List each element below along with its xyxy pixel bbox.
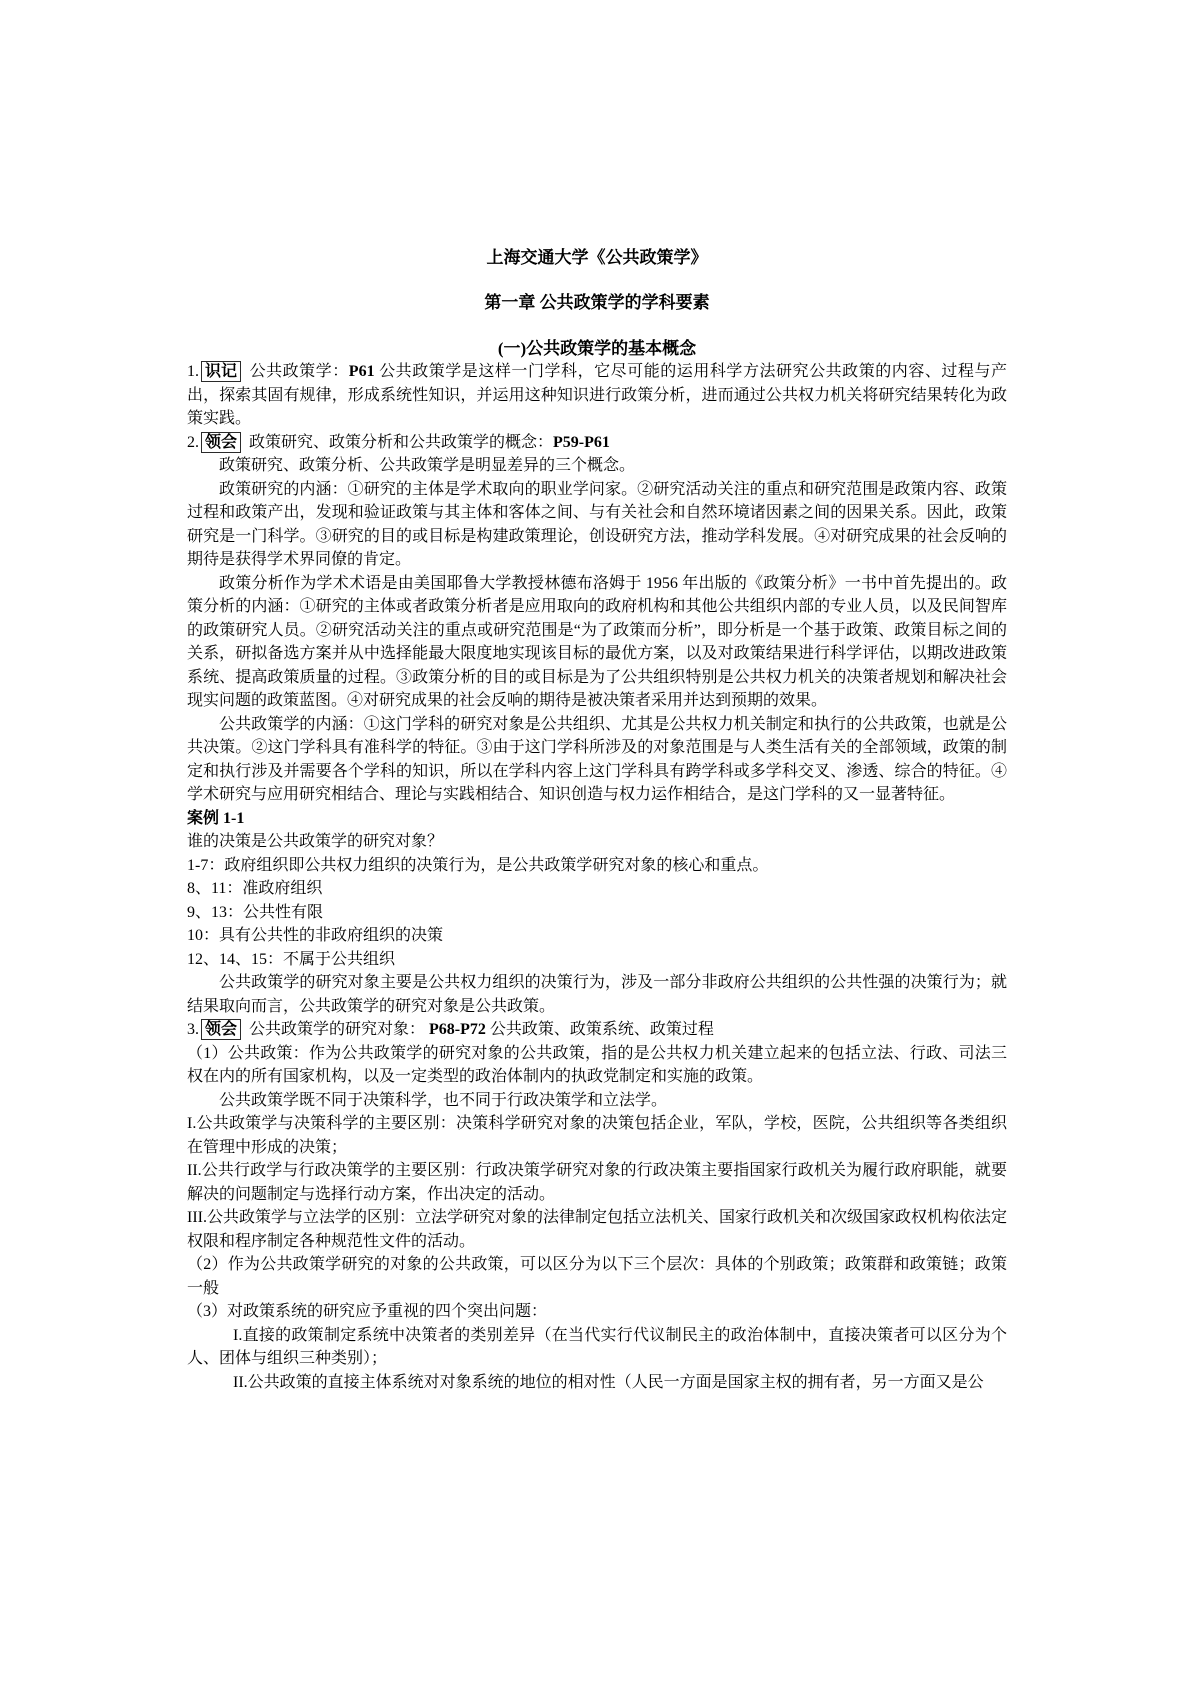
item-1-shiji [187,360,1007,431]
para-distinction-admin-decision: II.公共行政学与行政决策学的主要区别：行政决策学研究对象的行政决策主要指国家行政机关为履行政府职能，就要解决的问题制定与选择行动方案，作出决定的活动。 [187,1162,1007,1203]
case-question: 谁的决策是公共政策学的研究对象？ [187,833,444,850]
keyword-badge-linghui: 领会 [201,1019,241,1040]
para-policy-analysis: 政策分析作为学术术语是由美国耶鲁大学教授林德布洛姆于 1956 年出版的《政策分析》一书中首先提出的。政策分析的内涵：①研究的主体或者政策分析者是应用取向的政府机构和其他公共组织内部的专业人员，以及民间智库的政策研究人员。②研究活动关注的重点或研究范围是“为了政策而分析”，即分析是一个基于政策、政策目标之间的关系，研拟备选方案并从中选择能最大限度地实现该目标的最优方案，以及对政策结果进行科学评估，以期改进政策系统、提高政策质量的过程。③政策分析的目的或目标是为了公共组织特别是公共权力机关的决策者规划和解决社会现实问题的政策蓝图。④对研究成果的社会反响的期待是被决策者采用并达到预期的效果。 [187,574,1007,709]
item-1-text: 公共政策学是这样一门学科，它尽可能的运用科学方法研究公共政策的内容、过程与产出，探索其固有规律，形成系统性知识，并运用这种知识进行政策分析，进而通过公共权力机关将研究结果转化为政策实践。 [187,363,1008,427]
para-three-concepts: 政策研究、政策分析、公共政策学是明显差异的三个概念。 [219,457,636,474]
section-heading: (一)公共政策学的基本概念 [497,339,697,358]
case-line: 1-7：政府组织即公共权力组织的决策行为，是公共政策学研究对象的核心和重点。 [187,856,769,874]
para-distinction-intro: 公共政策学既不同于决策科学，也不同于行政决策学和立法学。 [219,1091,668,1109]
item-2-linghui [187,431,1007,455]
case-summary: 公共政策学的研究对象主要是公共权力组织的决策行为，涉及一部分非政府公共组织的公共性强的决策行为；就结果取向而言，公共政策学的研究对象是公共政策。 [187,974,1007,1015]
para-policy-levels: （2）作为公共政策学研究的对象的公共政策，可以区分为以下三个层次：具体的个别政策；政策群和政策链；政策一般 [187,1256,1007,1297]
doc-title: 上海交通大学《公共政策学》 [486,248,708,267]
item-1-number: 1. [187,363,199,380]
keyword-badge-linghui: 领会 [201,432,241,453]
case-heading: 案例 1-1 [187,809,245,827]
item-1-page-ref: P61 [348,363,375,380]
para-policy-science: 公共政策学的内涵：①这门学科的研究对象是公共组织、尤其是公共权力机关制定和执行的公共政策，也就是公共决策。②这门学科具有准科学的特征。③由于这门学科所涉及的对象范围是与人类生活有关的全部领域，政策的制定和执行涉及并需要各个学科的知识，所以在学科内容上这门学科具有跨学科或多学科交叉、渗透、综合的特征。④学术研究与应用研究相结合、理论与实践相结合、知识创造与权力运作相结合，是这门学科的又一显著特征。 [187,715,1007,803]
item-2-page-ref: P59-P61 [553,433,610,451]
para-issue-2: II.公共政策的直接主体系统对对象系统的地位的相对性（人民一方面是国家主权的拥有者，另一方面又是公 [233,1373,984,1391]
item-3-text: 公共政策、政策系统、政策过程 [489,1021,714,1038]
para-public-policy-definition: （1）公共政策：作为公共政策学的研究对象的公共政策，指的是公共权力机关建立起来的包括立法、行政、司法三权在内的所有国家机构，以及一定类型的政治体制内的执政党制定和实施的政策。 [187,1044,1007,1085]
item-2-lead: 政策研究、政策分析和公共政策学的概念： [249,433,554,451]
para-distinction-decision-science: I.公共政策学与决策科学的主要区别：决策科学研究对象的决策包括企业，军队，学校，医院，公共组织等各类组织在管理中形成的决策； [187,1115,1007,1156]
item-1-lead: 公共政策学： [249,363,349,380]
para-policy-research: 政策研究的内涵：①研究的主体是学术取向的职业学问家。②研究活动关注的重点和研究范围是政策内容、政策过程和政策产出，发现和验证政策与其主体和客体之间、与有关社会和自然环境诸因素之间的因果关系。因此，政策研究是一门科学。③研究的目的或目标是构建政策理论，创设研究方法，推动学科发展。④对研究成果的社会反响的期待是获得学术界同僚的肯定。 [187,480,1007,568]
item-2-number: 2. [187,433,199,451]
item-3-page-ref: P68-P72 [429,1021,486,1038]
item-3-lead: 公共政策学的研究对象： [249,1021,426,1038]
para-issue-1: I.直接的政策制定系统中决策者的类别差异（在当代实行代议制民主的政治体制中，直接决策者可以区分为个人、团体与组织三种类别）； [187,1326,1007,1367]
case-line: 8、11：准政府组织 [187,880,323,897]
document-body [187,246,1007,1394]
chapter-heading: 第一章 公共政策学的学科要素 [484,293,710,312]
case-line: 12、14、15：不属于公共组织 [187,950,396,968]
case-line: 10：具有公共性的非政府组织的决策 [187,927,444,944]
para-distinction-legislation: III.公共政策学与立法学的区别：立法学研究对象的法律制定包括立法机关、国家行政机关和次级国家政权机构依法定权限和程序制定各种规范性文件的活动。 [187,1209,1007,1250]
para-four-issues: （3）对政策系统的研究应予重视的四个突出问题： [187,1303,548,1320]
item-3-linghui [187,1018,1007,1042]
keyword-badge-shiji: 识记 [201,361,241,382]
case-line: 9、13：公共性有限 [187,903,324,921]
item-3-number: 3. [187,1021,199,1038]
